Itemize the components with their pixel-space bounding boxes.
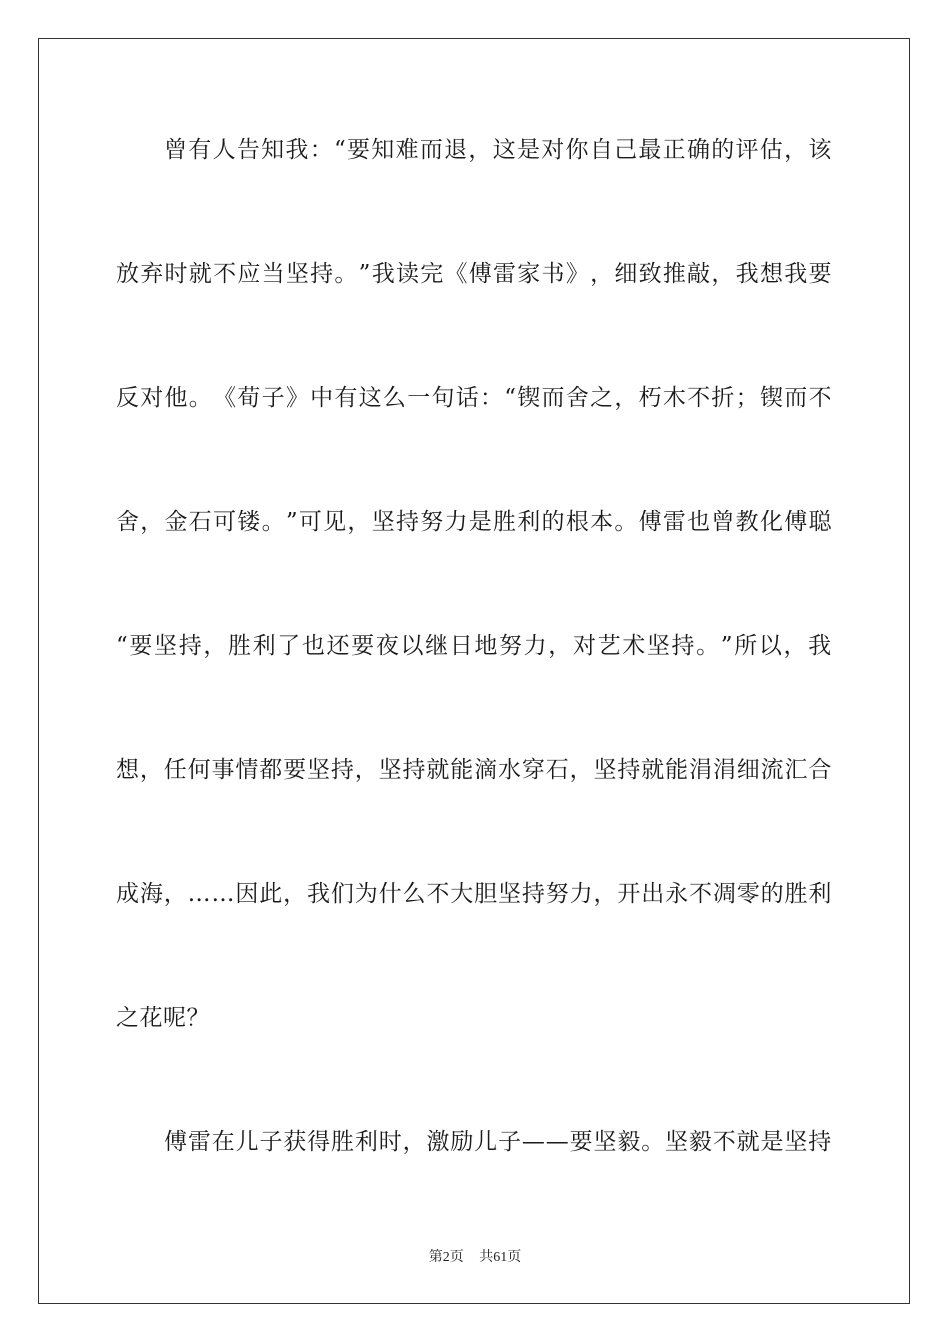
paragraph-line: 放 弃 时 就 不 应 当 坚 持 。 ” 我 读 完 《 傅 雷 家 书 》 ， 细 致 推 敲 ， 我 想 我 要 <box>116 261 832 287</box>
page-footer <box>0 1246 950 1266</box>
paragraph-line: 想 ， 任 何 事 情 都 要 坚 持 ， 坚 持 就 能 滴 水 穿 石 ， 坚 持 就 能 涓 涓 细 流 汇 合 <box>116 757 832 783</box>
paragraph-line: 成 海 ， … … 因 此 ， 我 们 为 什 么 不 大 胆 坚 持 努 力 ， 开 出 永 不 凋 零 的 胜 利 <box>116 881 832 907</box>
paragraph-line: 反 对 他 。 《 荀 子 》 中 有 这 么 一 句 话 ： “ 锲 而 舍 之 ， 朽 木 不 折 ； 锲 而 不 <box>116 385 832 411</box>
paragraph-line: 曾 有 人 告 知 我 ： “ 要 知 难 而 退 ， 这 是 对 你 自 己 最 正 确 的 评 估 ， 该 <box>164 137 832 163</box>
page-total: 共61页 <box>479 1250 522 1265</box>
paragraph-line: “ 要 坚 持 ， 胜 利 了 也 还 要 夜 以 继 日 地 努 力 ， 对 艺 术 坚 持 。 ” 所 以 ， 我 <box>116 633 832 659</box>
page-border <box>38 38 910 1304</box>
paragraph-line: 之花呢？ <box>116 1005 210 1031</box>
paragraph-line: 舍 ， 金 石 可 镂 。 ” 可 见 ， 坚 持 努 力 是 胜 利 的 根 本 。 傅 雷 也 曾 教 化 傅 聪 <box>116 509 832 535</box>
page-number: 第2页 <box>428 1250 464 1265</box>
paragraph-line: 傅 雷 在 儿 子 获 得 胜 利 时 ， 激 励 儿 子 — — 要 坚 毅 。 坚 毅 不 就 是 坚 持 <box>164 1129 832 1155</box>
